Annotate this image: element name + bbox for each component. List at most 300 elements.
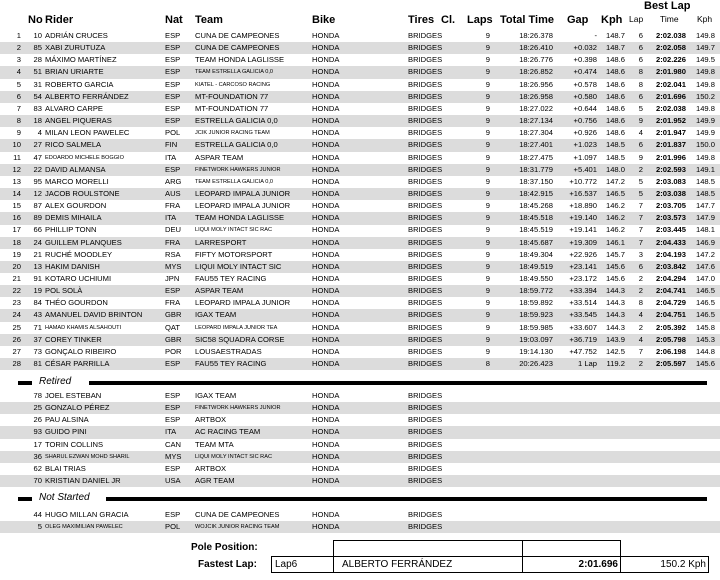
cell-laps: 9 xyxy=(485,43,490,53)
cell-kph: 145.6 xyxy=(605,274,625,283)
cell-bkph: 147.7 xyxy=(695,201,715,211)
cell-time: 2:03.842 xyxy=(656,261,686,271)
cell-laps: 9 xyxy=(485,249,490,259)
cell-nat: ESP xyxy=(165,67,181,77)
cell-lap: 7 xyxy=(638,346,643,356)
pole-position-label: Pole Position: xyxy=(191,542,258,553)
cell-bike: HONDA xyxy=(312,310,340,320)
cell-laps: 9 xyxy=(485,67,490,77)
cell-total: 18:49.550 xyxy=(519,274,553,283)
section-bar-right xyxy=(89,381,707,385)
cell-no: 83 xyxy=(33,103,42,113)
col-header-best-lap: Lap xyxy=(629,14,644,24)
cell-bike: HONDA xyxy=(312,116,340,126)
cell-rider: KRISTIAN DANIEL JR xyxy=(45,476,121,486)
cell-gap: +5.401 xyxy=(573,164,597,174)
cell-team: CUNA DE CAMPEONES xyxy=(195,31,280,40)
fastest-lap-label: Fastest Lap: xyxy=(198,559,257,570)
cell-gap: +0.580 xyxy=(573,91,597,101)
cell-rider: RICO SALMELA xyxy=(45,140,102,150)
cell-lap: 9 xyxy=(638,116,643,126)
cell-time: 2:01.980 xyxy=(656,67,686,77)
cell-laps: 9 xyxy=(485,201,490,211)
cell-total: 19:03.097 xyxy=(519,334,553,344)
cell-time: 2:02.038 xyxy=(656,103,686,113)
cell-team: TEAM ESTRELLA GALICIA 0,0 xyxy=(195,178,274,185)
cell-tires: BRIDGES xyxy=(408,322,443,332)
table-row xyxy=(0,358,720,370)
fastest-lap-time: 2:01.696 xyxy=(578,559,618,570)
cell-kph: 145.6 xyxy=(605,261,625,271)
col-header-best-time: Time xyxy=(660,14,679,24)
cell-bike: HONDA xyxy=(312,286,340,296)
cell-tires: BRIDGES xyxy=(408,128,443,138)
cell-kph: 142.5 xyxy=(605,346,625,356)
cell-bkph: 147.6 xyxy=(695,261,715,271)
table-row xyxy=(0,322,720,334)
cell-pos: 14 xyxy=(12,188,21,198)
cell-pos: 18 xyxy=(12,237,21,247)
cell-tires: BRIDGES xyxy=(408,164,443,174)
cell-nat: ESP xyxy=(165,403,181,413)
cell-pos: 20 xyxy=(12,261,21,271)
cell-total: 18:26.958 xyxy=(519,91,553,101)
cell-team: MT-FOUNDATION 77 xyxy=(195,103,269,113)
table-row xyxy=(0,42,720,54)
cell-no: 17 xyxy=(33,439,42,449)
cell-bkph: 145.8 xyxy=(695,322,715,332)
cell-lap: 8 xyxy=(638,67,643,77)
cell-total: 18:59.985 xyxy=(519,322,553,332)
cell-lap: 7 xyxy=(638,201,643,211)
cell-bike: HONDA xyxy=(312,79,340,89)
cell-tires: BRIDGES xyxy=(408,213,443,223)
cell-laps: 9 xyxy=(485,55,490,65)
cell-nat: ESP xyxy=(165,55,181,65)
cell-gap: +33.514 xyxy=(569,298,597,308)
cell-nat: ESP xyxy=(165,116,181,126)
cell-total: 18:26.956 xyxy=(519,79,553,89)
cell-kph: 148.7 xyxy=(605,43,625,53)
cell-laps: 9 xyxy=(485,31,490,40)
cell-lap: 7 xyxy=(638,213,643,223)
cell-bkph: 145.3 xyxy=(695,334,715,344)
cell-bike: HONDA xyxy=(312,522,340,532)
cell-lap: 7 xyxy=(638,237,643,247)
cell-team: LIQUI MOLY INTACT SIC RAC xyxy=(195,227,272,234)
cell-nat: ESP xyxy=(165,164,181,174)
cell-rider: MÁXIMO MARTÍNEZ xyxy=(45,55,117,65)
cell-lap: 2 xyxy=(638,274,643,283)
cell-no: 54 xyxy=(33,91,42,101)
cell-lap: 2 xyxy=(638,286,643,296)
cell-rider: ANGEL PIQUERAS xyxy=(45,116,112,126)
cell-bike: HONDA xyxy=(312,427,340,437)
cell-tires: BRIDGES xyxy=(408,152,443,162)
cell-bkph: 144.8 xyxy=(695,346,715,356)
cell-team: CUNA DE CAMPEONES xyxy=(195,43,280,53)
col-header-rider: Rider xyxy=(45,14,74,26)
cell-pos: 9 xyxy=(16,128,21,138)
cell-bike: HONDA xyxy=(312,510,340,519)
cell-total: 18:45.268 xyxy=(519,201,553,211)
cell-tires: BRIDGES xyxy=(408,188,443,198)
table-row xyxy=(0,463,720,475)
cell-no: 31 xyxy=(33,79,42,89)
cell-team: TEAM HONDA LAGLISSE xyxy=(195,55,285,65)
cell-nat: MYS xyxy=(165,451,182,461)
cell-rider: THÉO GOURDON xyxy=(45,298,108,308)
cell-bkph: 149.8 xyxy=(695,79,715,89)
cell-laps: 9 xyxy=(485,237,490,247)
cell-bike: HONDA xyxy=(312,128,340,138)
cell-nat: MYS xyxy=(165,261,182,271)
cell-time: 2:02.038 xyxy=(656,31,686,40)
cell-tires: BRIDGES xyxy=(408,79,443,89)
cell-nat: DEU xyxy=(165,225,182,235)
cell-pos: 27 xyxy=(12,346,21,356)
cell-laps: 9 xyxy=(485,310,490,320)
cell-laps: 9 xyxy=(485,91,490,101)
cell-bike: HONDA xyxy=(312,274,340,283)
cell-time: 2:02.041 xyxy=(656,79,686,89)
cell-bike: HONDA xyxy=(312,91,340,101)
cell-total: 18:27.022 xyxy=(519,103,553,113)
cell-gap: +0.578 xyxy=(573,79,597,89)
cell-laps: 9 xyxy=(485,213,490,223)
col-header-kph: Kph xyxy=(601,14,623,26)
cell-nat: ESP xyxy=(165,415,181,425)
cell-no: 12 xyxy=(33,188,42,198)
cell-nat: ESP xyxy=(165,79,181,89)
cell-pos: 8 xyxy=(16,116,21,126)
cell-laps: 9 xyxy=(485,128,490,138)
cell-lap: 6 xyxy=(638,31,643,40)
col-header-bike: Bike xyxy=(312,14,336,26)
cell-nat: FRA xyxy=(165,298,181,308)
cell-lap: 6 xyxy=(638,43,643,53)
cell-rider: XABI ZURUTUZA xyxy=(45,43,106,53)
cell-bkph: 149.9 xyxy=(695,128,715,138)
table-row xyxy=(0,521,720,533)
fastest-lap-speed: 150.2 Kph xyxy=(660,559,706,570)
cell-laps: 9 xyxy=(485,225,490,235)
table-row xyxy=(0,414,720,426)
cell-laps: 9 xyxy=(485,152,490,162)
cell-tires: BRIDGES xyxy=(408,91,443,101)
cell-kph: 148.7 xyxy=(605,31,625,40)
cell-kph: 148.6 xyxy=(605,128,625,138)
cell-bike: HONDA xyxy=(312,201,340,211)
cell-rider: ADRIÁN CRUCES xyxy=(45,31,108,40)
cell-bkph: 148.5 xyxy=(695,188,715,198)
cell-bike: HONDA xyxy=(312,451,340,461)
cell-bike: HONDA xyxy=(312,103,340,113)
cell-gap: - xyxy=(594,31,597,40)
cell-kph: 119.2 xyxy=(606,359,625,369)
cell-tires: BRIDGES xyxy=(408,225,443,235)
cell-pos: 17 xyxy=(12,225,21,235)
table-row xyxy=(0,334,720,346)
cell-team: LIQUI MOLY INTACT SIC RAC xyxy=(195,453,272,460)
best-lap-header: Best Lap xyxy=(644,0,691,12)
cell-rider: MILAN LEON PAWELEC xyxy=(45,128,130,138)
cell-total: 18:49.304 xyxy=(519,249,553,259)
cell-bike: HONDA xyxy=(312,43,340,53)
cell-time: 2:03.445 xyxy=(656,225,686,235)
cell-team: LEOPARD IMPALA JUNIOR xyxy=(195,188,291,198)
cell-no: 5 xyxy=(37,522,42,532)
cell-total: 18:27.401 xyxy=(519,140,553,150)
cell-pos: 26 xyxy=(12,334,21,344)
cell-lap: 9 xyxy=(638,152,643,162)
cell-lap: 5 xyxy=(638,188,643,198)
cell-rider: HAKIM DANISH xyxy=(45,261,100,271)
cell-team: LEOPARD IMPALA JUNIOR TEA xyxy=(195,324,278,331)
cell-bike: HONDA xyxy=(312,176,340,186)
cell-tires: BRIDGES xyxy=(408,274,443,283)
cell-bkph: 146.9 xyxy=(695,237,715,247)
cell-time: 2:01.837 xyxy=(656,140,686,150)
table-row xyxy=(0,285,720,297)
cell-lap: 5 xyxy=(638,103,643,113)
cell-bkph: 147.2 xyxy=(695,249,715,259)
cell-gap: +1.097 xyxy=(573,152,597,162)
table-row xyxy=(0,509,720,521)
cell-gap: +19.140 xyxy=(569,213,597,223)
fastest-lap-rider: ALBERTO FERRÁNDEZ xyxy=(342,559,453,570)
cell-no: 36 xyxy=(33,451,42,461)
cell-nat: ESP xyxy=(165,91,181,101)
cell-time: 2:05.392 xyxy=(656,322,686,332)
cell-gap: +0.032 xyxy=(573,43,597,53)
cell-gap: +18.890 xyxy=(569,201,597,211)
cell-tires: BRIDGES xyxy=(408,359,443,369)
cell-tires: BRIDGES xyxy=(408,415,443,425)
cell-no: 51 xyxy=(33,67,42,77)
cell-gap: +33.394 xyxy=(569,286,597,296)
cell-rider: OLEG MAXIMILIAN PAWELEC xyxy=(45,524,123,531)
cell-no: 18 xyxy=(33,116,42,126)
cell-tires: BRIDGES xyxy=(408,298,443,308)
cell-kph: 144.3 xyxy=(605,310,625,320)
cell-lap: 2 xyxy=(638,322,643,332)
cell-rider: DAVID ALMANSA xyxy=(45,164,106,174)
cell-nat: QAT xyxy=(165,322,181,332)
cell-bkph: 148.1 xyxy=(695,225,715,235)
cell-total: 18:45.518 xyxy=(519,213,553,223)
cell-tires: BRIDGES xyxy=(408,403,443,413)
cell-lap: 6 xyxy=(638,55,643,65)
cell-nat: FRA xyxy=(165,237,181,247)
cell-team: ASPAR TEAM xyxy=(195,152,244,162)
cell-pos: 16 xyxy=(12,213,21,223)
cell-pos: 11 xyxy=(13,152,21,162)
cell-gap: +1.023 xyxy=(573,140,597,150)
cell-tires: BRIDGES xyxy=(408,43,443,53)
cell-nat: ITA xyxy=(165,427,177,437)
cell-nat: GBR xyxy=(165,334,182,344)
cell-team: IGAX TEAM xyxy=(195,310,237,320)
cell-lap: 2 xyxy=(638,164,643,174)
cell-pos: 28 xyxy=(12,359,21,369)
cell-gap: +0.756 xyxy=(573,116,597,126)
cell-kph: 148.6 xyxy=(605,91,625,101)
section-bar-left xyxy=(18,497,32,501)
cell-kph: 144.3 xyxy=(605,298,625,308)
cell-nat: ARG xyxy=(165,176,182,186)
cell-no: 24 xyxy=(33,237,42,247)
cell-kph: 146.2 xyxy=(605,225,625,235)
cell-team: CUNA DE CAMPEONES xyxy=(195,510,280,519)
fastest-lap-number: Lap6 xyxy=(275,559,298,570)
cell-gap: +22.926 xyxy=(569,249,597,259)
cell-time: 2:01.996 xyxy=(656,152,686,162)
cell-lap: 6 xyxy=(638,91,643,101)
cell-rider: BLAI TRIAS xyxy=(45,463,86,473)
cell-bike: HONDA xyxy=(312,476,340,486)
cell-no: 62 xyxy=(33,463,42,473)
cell-tires: BRIDGES xyxy=(408,67,443,77)
cell-no: 27 xyxy=(33,140,42,150)
cell-lap: 6 xyxy=(638,261,643,271)
cell-kph: 143.9 xyxy=(605,334,625,344)
cell-total: 18:27.304 xyxy=(519,128,553,138)
cell-no: 95 xyxy=(33,176,42,186)
cell-time: 2:05.597 xyxy=(656,359,686,369)
cell-laps: 9 xyxy=(485,261,490,271)
cell-gap: +19.141 xyxy=(569,225,597,235)
col-header-nat: Nat xyxy=(165,14,183,26)
cell-bike: HONDA xyxy=(312,225,340,235)
cell-no: 44 xyxy=(33,510,42,519)
cell-no: 84 xyxy=(33,298,42,308)
cell-total: 18:45.687 xyxy=(519,237,553,247)
cell-tires: BRIDGES xyxy=(408,427,443,437)
cell-pos: 7 xyxy=(16,103,21,113)
cell-total: 18:59.772 xyxy=(519,286,553,296)
cell-time: 2:04.729 xyxy=(656,298,686,308)
cell-nat: JPN xyxy=(165,274,180,283)
table-row xyxy=(0,54,720,66)
cell-team: LIQUI MOLY INTACT SIC xyxy=(195,261,282,271)
cell-no: 91 xyxy=(33,274,42,283)
cell-kph: 146.1 xyxy=(605,237,625,247)
col-header-best-kph: Kph xyxy=(697,14,713,24)
cell-kph: 144.3 xyxy=(605,322,625,332)
cell-tires: BRIDGES xyxy=(408,463,443,473)
cell-no: 22 xyxy=(33,164,42,174)
cell-pos: 19 xyxy=(12,249,21,259)
cell-gap: +33.607 xyxy=(569,322,597,332)
cell-rider: COREY TINKER xyxy=(45,334,102,344)
col-header-no: No xyxy=(28,14,43,26)
table-row xyxy=(0,91,720,103)
col-header-laps: Laps xyxy=(467,14,493,26)
cell-gap: +23.172 xyxy=(569,274,597,283)
table-row xyxy=(0,164,720,176)
cell-tires: BRIDGES xyxy=(408,249,443,259)
cell-tires: BRIDGES xyxy=(408,103,443,113)
cell-laps: 9 xyxy=(485,298,490,308)
cell-pos: 25 xyxy=(12,322,21,332)
table-row xyxy=(0,390,720,402)
cell-bike: HONDA xyxy=(312,261,340,271)
table-row xyxy=(0,451,720,463)
not-started-label: Not Started xyxy=(39,492,90,503)
cell-laps: 9 xyxy=(485,274,490,283)
cell-gap: +33.545 xyxy=(569,310,597,320)
cell-kph: 148.6 xyxy=(605,67,625,77)
cell-team: FIFTY MOTORSPORT xyxy=(195,249,273,259)
cell-bike: HONDA xyxy=(312,249,340,259)
cell-team: MT-FOUNDATION 77 xyxy=(195,91,269,101)
cell-no: 73 xyxy=(33,346,42,356)
cell-team: KIATEL - CARCOSO RACING xyxy=(195,81,271,88)
cell-time: 2:03.705 xyxy=(656,201,686,211)
cell-total: 18:31.779 xyxy=(519,164,553,174)
cell-rider: JOEL ESTEBAN xyxy=(45,391,102,400)
cell-team: LEOPARD IMPALA JUNIOR xyxy=(195,201,291,211)
cell-nat: POR xyxy=(165,346,182,356)
table-row xyxy=(0,426,720,438)
cell-lap: 8 xyxy=(638,79,643,89)
cell-nat: AUS xyxy=(165,188,181,198)
cell-kph: 146.2 xyxy=(605,201,625,211)
cell-time: 2:06.198 xyxy=(656,346,686,356)
cell-tires: BRIDGES xyxy=(408,31,443,40)
cell-pos: 23 xyxy=(12,298,21,308)
cell-tires: BRIDGES xyxy=(408,237,443,247)
cell-tires: BRIDGES xyxy=(408,334,443,344)
cell-rider: PAU ALSINA xyxy=(45,415,89,425)
cell-tires: BRIDGES xyxy=(408,522,443,532)
cell-gap: +0.644 xyxy=(573,103,597,113)
cell-pos: 10 xyxy=(12,140,21,150)
table-row xyxy=(0,475,720,487)
table-row xyxy=(0,176,720,188)
cell-bike: HONDA xyxy=(312,359,340,369)
cell-bike: HONDA xyxy=(312,67,340,77)
cell-bike: HONDA xyxy=(312,346,340,356)
cell-tires: BRIDGES xyxy=(408,201,443,211)
cell-total: 18:59.923 xyxy=(519,310,553,320)
cell-rider: RUCHÉ MOODLEY xyxy=(45,249,113,259)
cell-pos: 5 xyxy=(16,79,21,89)
cell-no: 81 xyxy=(33,359,42,369)
cell-bike: HONDA xyxy=(312,188,340,198)
cell-kph: 146.2 xyxy=(605,213,625,223)
cell-team: ESTRELLA GALICIA 0,0 xyxy=(195,116,278,126)
cell-pos: 21 xyxy=(12,274,21,283)
cell-pos: 15 xyxy=(12,201,21,211)
cell-no: 47 xyxy=(33,152,42,162)
cell-tires: BRIDGES xyxy=(408,476,443,486)
cell-total: 18:49.519 xyxy=(519,261,553,271)
cell-nat: ESP xyxy=(165,103,181,113)
table-row xyxy=(0,152,720,164)
cell-time: 2:04.751 xyxy=(656,310,686,320)
cell-rider: POL SOLÀ xyxy=(45,286,83,296)
cell-pos: 6 xyxy=(16,91,21,101)
cell-bkph: 146.5 xyxy=(695,310,715,320)
table-row xyxy=(0,297,720,309)
cell-laps: 9 xyxy=(485,286,490,296)
cell-no: 93 xyxy=(33,427,42,437)
cell-laps: 9 xyxy=(485,103,490,113)
cell-laps: 9 xyxy=(485,79,490,89)
cell-time: 2:02.593 xyxy=(656,164,686,174)
